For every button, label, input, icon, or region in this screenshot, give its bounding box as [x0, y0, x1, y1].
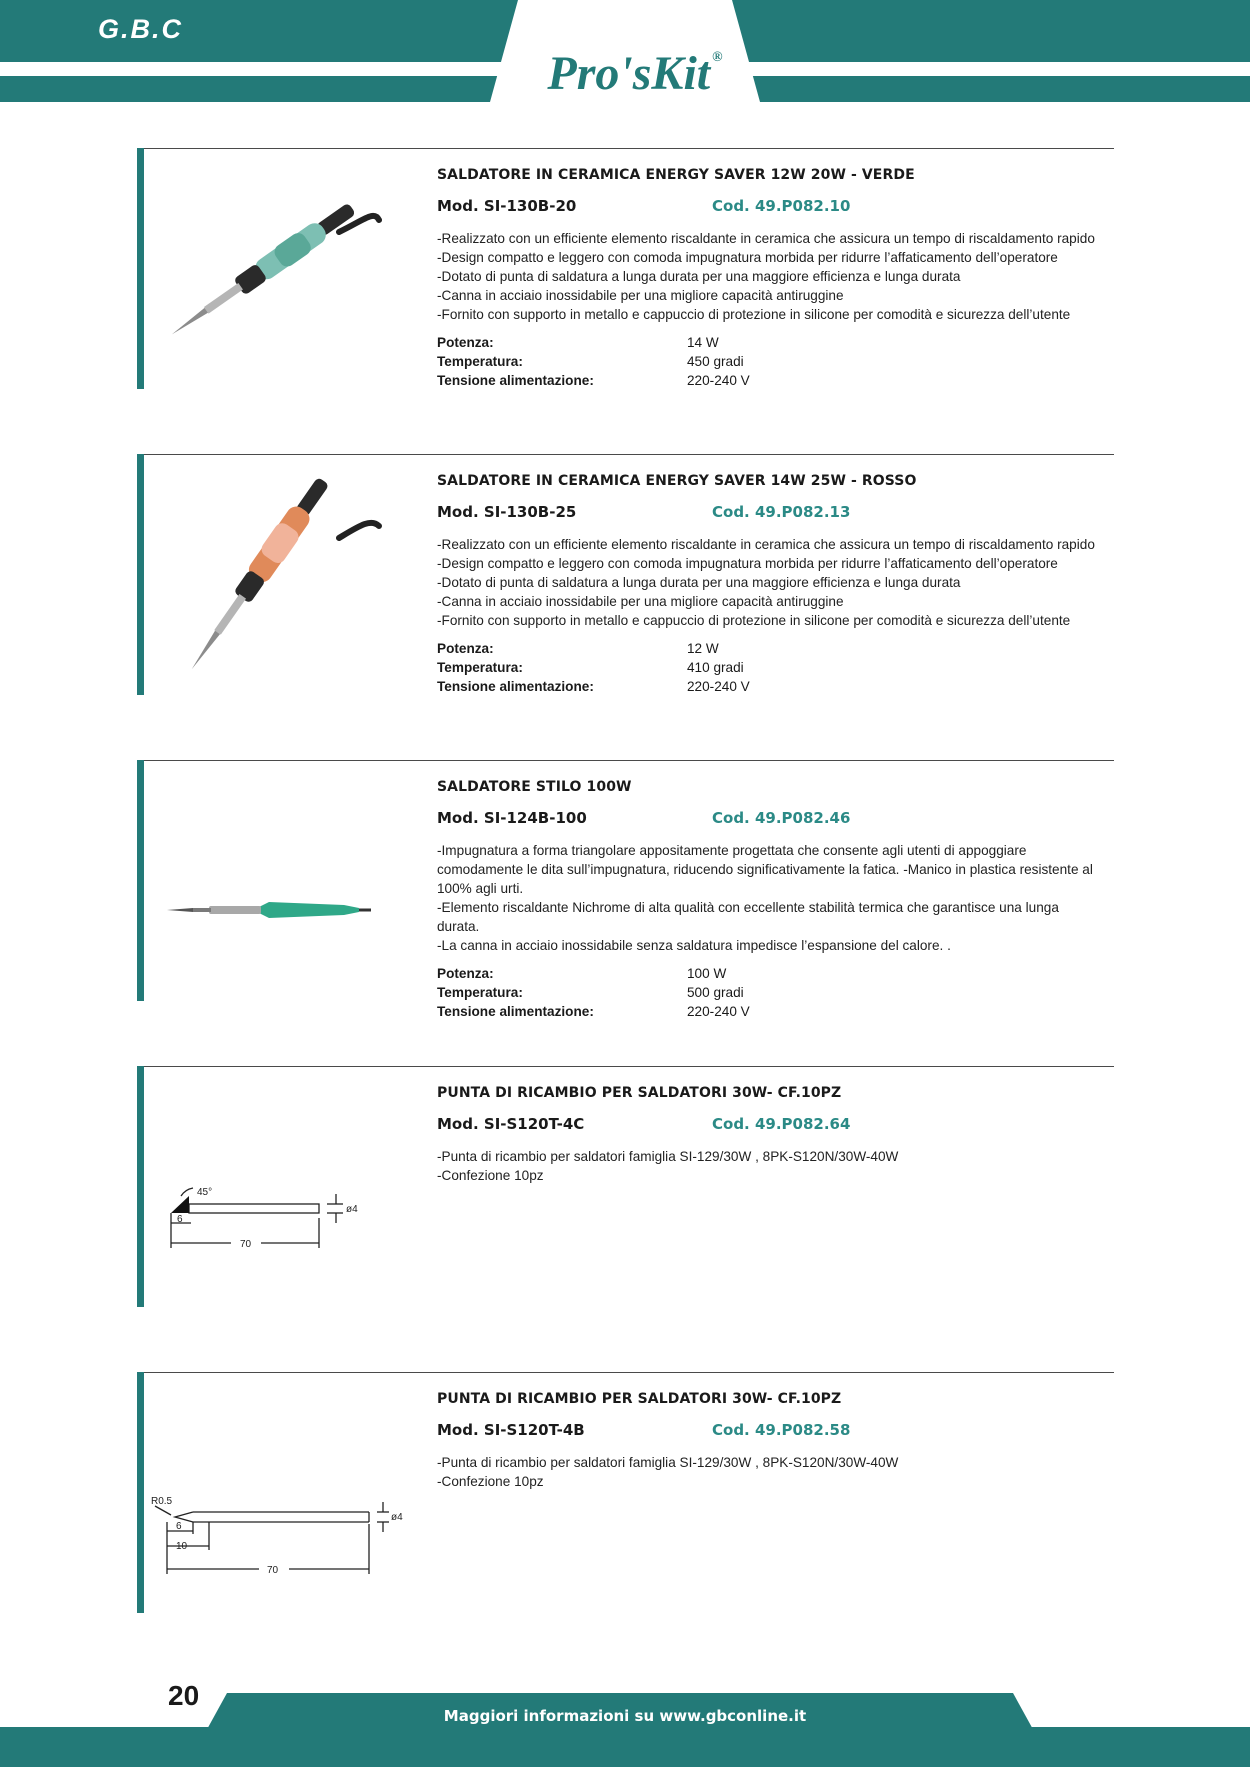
- accent-bar: [137, 454, 144, 695]
- spec-table: [437, 639, 937, 696]
- product-description: [437, 841, 1097, 955]
- product-description: [437, 229, 1107, 324]
- tip-drawing-4b-icon: [149, 1384, 409, 1609]
- spec-label: Potenza:: [437, 966, 494, 981]
- product-title: SALDATORE IN CERAMICA ENERGY SAVER 12W 20W - VERDE: [437, 167, 915, 183]
- spec-label: Temperatura:: [437, 354, 523, 369]
- spec-label: Tensione alimentazione:: [437, 373, 594, 388]
- description-line: -Canna in acciaio inossidabile per una migliore capacità antiruggine: [437, 288, 844, 303]
- spec-label: Temperatura:: [437, 660, 523, 675]
- divider: [144, 1066, 1114, 1067]
- spec-value: 410 gradi: [687, 660, 744, 675]
- footer-band: [0, 1727, 1250, 1767]
- accent-bar: [137, 148, 144, 389]
- description-line: -La canna in acciaio inossidabile senza saldatura impedisce l’espansione del calore. .: [437, 938, 951, 953]
- spec-table: [437, 333, 937, 390]
- spec-label: Potenza:: [437, 641, 494, 656]
- product-model: Mod. SI-S120T-4C: [437, 1115, 585, 1133]
- drawing-angle-label: 45°: [197, 1187, 213, 1198]
- spec-value: 12 W: [687, 641, 719, 656]
- product-code: Cod. 49.P082.64: [712, 1115, 851, 1133]
- description-line: -Fornito con supporto in metallo e cappuccio di protezione in silicone per comodità e sicurezza dell’utente: [437, 613, 1071, 628]
- drawing-radius-label: R0.5: [151, 1496, 173, 1507]
- tip-drawing-4c-icon: [149, 1078, 409, 1303]
- product-description: [437, 1453, 1107, 1491]
- description-line: -Realizzato con un efficiente elemento riscaldante in ceramica che assicura un tempo di riscaldamento rapido: [437, 231, 1095, 246]
- product-title: PUNTA DI RICAMBIO PER SALDATORI 30W- CF.10PZ: [437, 1391, 842, 1407]
- description-line: -Confezione 10pz: [437, 1168, 544, 1183]
- drawing-short-label: 6: [177, 1214, 183, 1225]
- spec-row: [437, 639, 937, 658]
- description-line: -Design compatto e leggero con comoda impugnatura morbida per ridurre l’affaticamento dell’operatore: [437, 556, 1058, 571]
- divider: [144, 148, 1114, 149]
- spec-row: [437, 983, 937, 1002]
- product-title: SALDATORE IN CERAMICA ENERGY SAVER 14W 25W - ROSSO: [437, 473, 917, 489]
- description-line: -Dotato di punta di saldatura a lunga durata per una maggiore efficienza e lunga durata: [437, 269, 961, 284]
- soldering-iron-red-icon: [149, 466, 409, 691]
- spec-row: [437, 352, 937, 371]
- product-model: Mod. SI-130B-25: [437, 503, 577, 521]
- spec-value: 450 gradi: [687, 354, 744, 369]
- drawing-length-label: 70: [267, 1565, 279, 1576]
- page-number: 20: [168, 1680, 200, 1711]
- product-card: [137, 148, 1114, 389]
- description-line: -Fornito con supporto in metallo e cappuccio di protezione in silicone per comodità e sicurezza dell’utente: [437, 307, 1071, 322]
- spec-table: [437, 964, 937, 1021]
- spec-value: 220-240 V: [687, 1004, 750, 1019]
- spec-value: 220-240 V: [687, 679, 750, 694]
- product-title: PUNTA DI RICAMBIO PER SALDATORI 30W- CF.10PZ: [437, 1085, 842, 1101]
- product-card: [137, 454, 1114, 695]
- divider: [144, 454, 1114, 455]
- product-code: Cod. 49.P082.10: [712, 197, 851, 215]
- description-line: -Dotato di punta di saldatura a lunga durata per una maggiore efficienza e lunga durata: [437, 575, 961, 590]
- spec-value: 14 W: [687, 335, 719, 350]
- proskit-logo-text: Pro'sKit: [547, 47, 711, 100]
- spec-row: [437, 658, 937, 677]
- proskit-logo: [520, 28, 750, 100]
- description-line: -Impugnatura a forma triangolare appositamente progettata che consente agli utenti di appoggiare comodamente le dita sull’impugnatura, riducendo significativamente la fatica. -Manico in plastica resistente al 100% agli urti.: [437, 843, 1093, 896]
- product-code: Cod. 49.P082.13: [712, 503, 851, 521]
- spec-row: [437, 333, 937, 352]
- drawing-short-label: 6: [176, 1521, 182, 1532]
- product-card: [137, 1066, 1114, 1307]
- accent-bar: [137, 1066, 144, 1307]
- description-line: -Elemento riscaldante Nichrome di alta qualità con eccellente stabilità termica che garantisce una lunga durata.: [437, 900, 1059, 934]
- product-description: [437, 1147, 1107, 1185]
- divider: [144, 760, 1114, 761]
- product-card: [137, 1372, 1114, 1613]
- drawing-diameter-label: ø4: [391, 1512, 403, 1523]
- drawing-diameter-label: ø4: [346, 1204, 358, 1215]
- product-description: [437, 535, 1107, 630]
- product-card: [137, 760, 1114, 1019]
- spec-label: Tensione alimentazione:: [437, 679, 594, 694]
- product-code: Cod. 49.P082.58: [712, 1421, 851, 1439]
- product-code: Cod. 49.P082.46: [712, 809, 851, 827]
- accent-bar: [137, 760, 144, 1001]
- divider: [144, 1372, 1114, 1373]
- product-title: SALDATORE STILO 100W: [437, 779, 632, 795]
- gbc-logo: G.B.C: [98, 14, 184, 44]
- drawing-length-label: 70: [240, 1239, 252, 1250]
- description-line: -Canna in acciaio inossidabile per una migliore capacità antiruggine: [437, 594, 844, 609]
- product-model: Mod. SI-124B-100: [437, 809, 587, 827]
- soldering-iron-green-icon: [149, 160, 409, 385]
- spec-value: 500 gradi: [687, 985, 744, 1000]
- product-model: Mod. SI-130B-20: [437, 197, 577, 215]
- spec-value: 220-240 V: [687, 373, 750, 388]
- footer-website-link[interactable]: Maggiori informazioni su www.gbconline.it: [443, 1707, 807, 1725]
- description-line: -Design compatto e leggero con comoda impugnatura morbida per ridurre l’affaticamento dell’operatore: [437, 250, 1058, 265]
- spec-label: Potenza:: [437, 335, 494, 350]
- spec-row: [437, 677, 937, 696]
- description-line: -Punta di ricambio per saldatori famiglia SI-129/30W , 8PK-S120N/30W-40W: [437, 1149, 899, 1164]
- spec-label: Tensione alimentazione:: [437, 1004, 594, 1019]
- description-line: -Confezione 10pz: [437, 1474, 544, 1489]
- drawing-mid-label: 10: [176, 1541, 188, 1552]
- spec-row: [437, 1002, 937, 1021]
- description-line: -Punta di ricambio per saldatori famiglia SI-129/30W , 8PK-S120N/30W-40W: [437, 1455, 899, 1470]
- accent-bar: [137, 1372, 144, 1613]
- registered-mark: ®: [712, 50, 723, 65]
- soldering-pen-icon: [149, 772, 409, 997]
- spec-row: [437, 964, 937, 983]
- spec-value: 100 W: [687, 966, 727, 981]
- spec-row: [437, 371, 937, 390]
- description-line: -Realizzato con un efficiente elemento riscaldante in ceramica che assicura un tempo di riscaldamento rapido: [437, 537, 1095, 552]
- product-model: Mod. SI-S120T-4B: [437, 1421, 585, 1439]
- spec-label: Temperatura:: [437, 985, 523, 1000]
